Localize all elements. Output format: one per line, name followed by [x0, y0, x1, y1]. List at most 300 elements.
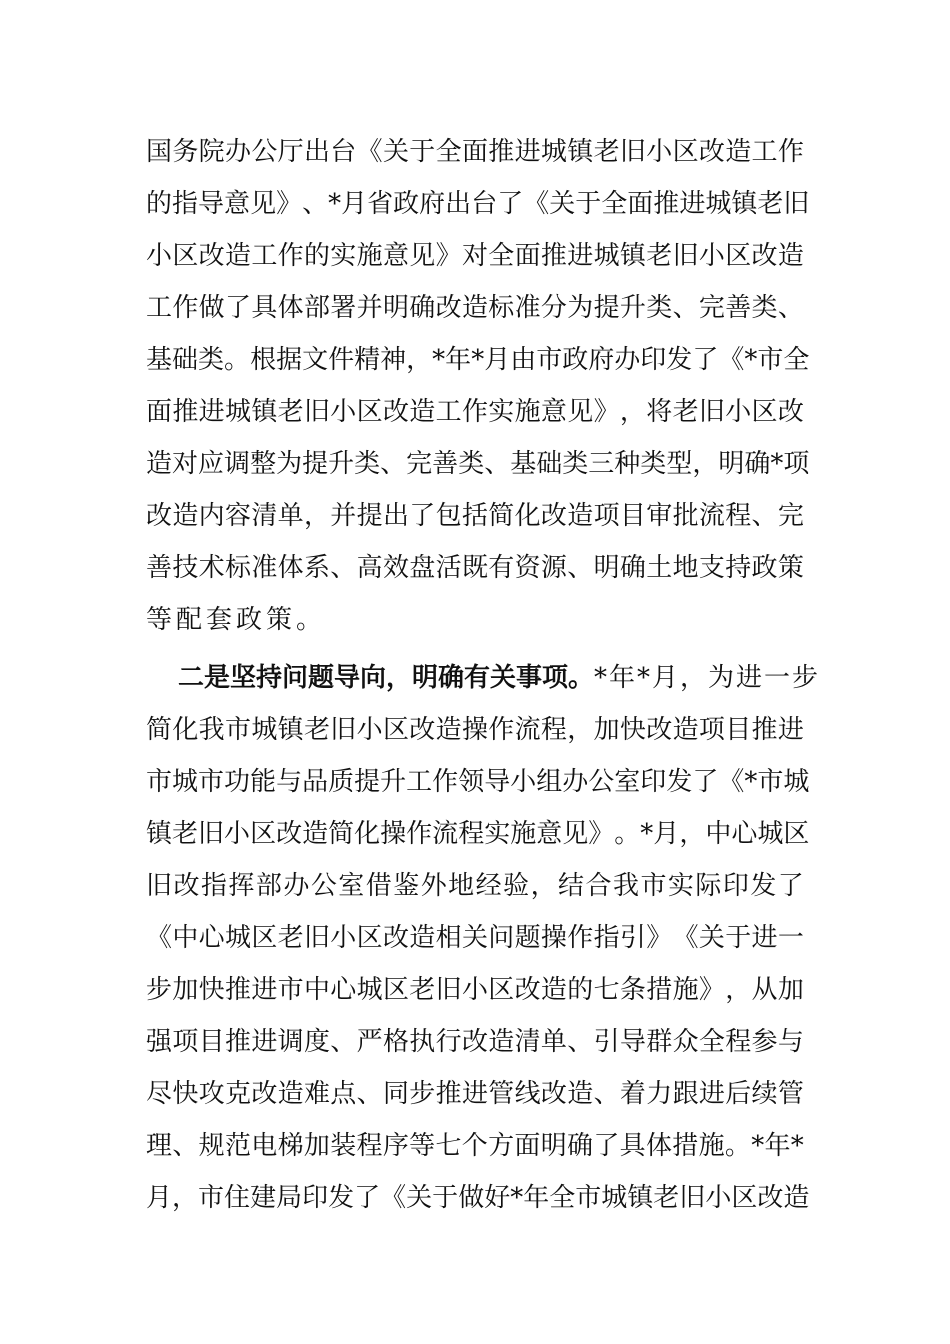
text-char: 推: [751, 715, 778, 745]
text-char: 、: [302, 189, 329, 219]
text-char: 活: [435, 553, 462, 583]
text-char: 施: [672, 975, 699, 1005]
text-char: 年: [445, 345, 472, 375]
text-char: 工: [435, 397, 462, 427]
text-char: *: [510, 1183, 524, 1213]
text-char: 简: [146, 715, 173, 745]
text-char: 清: [251, 501, 278, 531]
text-char: 城: [356, 975, 383, 1005]
text-char: 引: [619, 923, 646, 953]
text-char: 改: [409, 715, 436, 745]
text-char: 关: [698, 923, 725, 953]
text-char: 我: [612, 871, 639, 901]
text-char: 支: [698, 553, 725, 583]
text-char: 老: [593, 137, 620, 167]
text-char: 、: [751, 501, 778, 531]
text-char: 发: [666, 345, 693, 375]
text-char: 际: [695, 871, 722, 901]
text-char: 市: [146, 767, 173, 797]
text-char: 个: [461, 1131, 488, 1161]
text-char: 善: [725, 293, 752, 323]
text-char: 造: [672, 715, 699, 745]
text-char: 见: [562, 819, 589, 849]
text-char: 台: [471, 189, 498, 219]
text-char: 明: [540, 1131, 567, 1161]
text-char: 对: [172, 449, 199, 479]
text-char: 区: [488, 975, 515, 1005]
text-char: 、: [777, 293, 804, 323]
text-char: 标: [224, 553, 251, 583]
text-char: 类: [562, 449, 589, 479]
text-char: *: [328, 189, 342, 219]
text-char: 老: [757, 189, 784, 219]
paragraph-1-line: [146, 134, 804, 170]
text-char: 种: [614, 449, 641, 479]
text-char: 括: [461, 501, 488, 531]
text-char: 、: [567, 1027, 594, 1057]
text-char: 我: [198, 715, 225, 745]
text-char: 镇: [627, 1183, 654, 1213]
text-char: 市: [224, 715, 251, 745]
text-char: 为: [567, 293, 594, 323]
text-char: 一: [777, 923, 804, 953]
text-char: 》: [435, 241, 462, 271]
text-char: 市: [575, 1183, 602, 1213]
text-char: 了: [354, 1183, 381, 1213]
text-char: 导: [198, 189, 225, 219]
text-char: 础: [536, 449, 563, 479]
text-char: 》: [276, 189, 303, 219]
text-char: 室: [614, 767, 641, 797]
text-char: 攻: [198, 1079, 225, 1109]
text-char: 造: [224, 241, 251, 271]
text-char: 分: [540, 293, 567, 323]
text-char: 度: [303, 1027, 330, 1057]
text-char: 旧: [303, 397, 330, 427]
text-char: 造: [540, 975, 567, 1005]
text-char: 群: [646, 1027, 673, 1057]
text-char: 快: [619, 715, 646, 745]
paragraph-2-first-line: [178, 660, 821, 696]
text-char: 施: [510, 819, 537, 849]
text-char: 推: [172, 397, 199, 427]
text-char: 市: [536, 345, 563, 375]
text-char: 于: [575, 189, 602, 219]
text-char: 印: [722, 871, 749, 901]
text-char: 小: [698, 241, 725, 271]
text-char: 众: [672, 1027, 699, 1057]
text-char: 确: [619, 553, 646, 583]
text-char: 意: [382, 241, 409, 271]
text-char: 做: [198, 293, 225, 323]
text-char: 体: [645, 1131, 672, 1161]
text-char: 印: [640, 345, 667, 375]
text-char: 市: [198, 767, 225, 797]
text-char: 旧: [783, 189, 810, 219]
text-char: 造: [146, 449, 173, 479]
text-char: 改: [146, 501, 173, 531]
text-char: 旧: [672, 241, 699, 271]
text-char: 老: [277, 923, 304, 953]
text-char: 指: [172, 189, 199, 219]
text-char: 于: [409, 137, 436, 167]
text-char: 项: [593, 501, 620, 531]
text-char: 月: [341, 189, 368, 219]
text-char: 流: [698, 501, 725, 531]
text-char: 市: [277, 975, 304, 1005]
text-char: 老: [653, 1183, 680, 1213]
text-char: 做: [458, 1183, 485, 1213]
text-char: 完: [406, 449, 433, 479]
text-char: 推: [540, 241, 567, 271]
text-char: 城: [540, 137, 567, 167]
text-char: 提: [354, 767, 381, 797]
text-char: 程: [725, 501, 752, 531]
text-char: 推: [224, 975, 251, 1005]
text-char: 难: [303, 1079, 330, 1109]
text-char: 与: [276, 767, 303, 797]
text-char: 方: [488, 1131, 515, 1161]
text-char: 造: [302, 819, 329, 849]
text-char: 类: [354, 449, 381, 479]
text-char: 》: [698, 975, 725, 1005]
text-char: 项: [783, 449, 810, 479]
paragraph-2-heading: 二是坚持问题导向，明确有关事项。: [178, 663, 595, 693]
text-char: 推: [435, 1079, 462, 1109]
text-char: 、: [172, 1131, 199, 1161]
text-char: 老: [172, 819, 199, 849]
text-char: 问: [488, 923, 515, 953]
paragraph-1-line: [146, 394, 804, 430]
text-char: 序: [382, 1131, 409, 1161]
paragraph-1-line: [146, 290, 804, 326]
text-char: 城: [224, 397, 251, 427]
text-char: 《: [380, 1183, 407, 1213]
text-char: *: [744, 767, 758, 797]
text-char: 简: [488, 501, 515, 531]
text-char: 部: [255, 871, 282, 901]
text-char: 格: [382, 1027, 409, 1057]
text-char: 快: [198, 975, 225, 1005]
text-char: 区: [382, 975, 409, 1005]
text-char: 小: [461, 975, 488, 1005]
text-char: 作: [488, 715, 515, 745]
text-char: 管: [488, 1079, 515, 1109]
text-char: 类: [751, 293, 778, 323]
text-char: 了: [224, 293, 251, 323]
text-char: 旧: [198, 819, 225, 849]
text-char: 类: [646, 293, 673, 323]
text-char: 造: [461, 293, 488, 323]
text-char: 发: [328, 1183, 355, 1213]
text-char: *: [770, 449, 784, 479]
text-char: 完: [698, 293, 725, 323]
text-char: 确: [409, 293, 436, 323]
text-char: 跟: [672, 1079, 699, 1109]
text-char: 小: [356, 715, 383, 745]
text-char: 确: [567, 1131, 594, 1161]
text-char: 府: [419, 189, 446, 219]
text-char: 作: [406, 819, 433, 849]
text-char: 的: [567, 975, 594, 1005]
text-char: 精: [354, 345, 381, 375]
text-char: *: [790, 1131, 804, 1161]
text-char: 改: [540, 501, 567, 531]
text-char: 关: [461, 923, 488, 953]
text-char: 公: [251, 137, 278, 167]
text-char: 包: [435, 501, 462, 531]
text-char: 见: [409, 241, 436, 271]
text-char: 措: [646, 975, 673, 1005]
text-char: 、: [672, 293, 699, 323]
text-char: 中: [303, 975, 330, 1005]
text-char: 导: [619, 1027, 646, 1057]
text-char: 技: [172, 553, 199, 583]
text-char: 术: [198, 553, 225, 583]
text-char: 审: [646, 501, 673, 531]
text-char: 改: [251, 1079, 278, 1109]
text-char: 小: [330, 923, 357, 953]
text-char: 小: [224, 819, 251, 849]
text-char: 造: [435, 715, 462, 745]
text-char: 品: [302, 767, 329, 797]
text-char: 七: [435, 1131, 462, 1161]
paragraph-1-line: [146, 186, 810, 222]
text-char: 政: [562, 345, 589, 375]
text-char: 住: [224, 1183, 251, 1213]
text-char: 将: [646, 397, 673, 427]
text-char: 升: [328, 449, 355, 479]
text-char: 面: [627, 189, 654, 219]
text-char: ，: [406, 345, 433, 375]
text-char: 等: [409, 1131, 436, 1161]
text-char: 目: [619, 501, 646, 531]
text-char: 市: [198, 1183, 225, 1213]
text-char: 并: [330, 501, 357, 531]
text-char: 见: [250, 189, 277, 219]
text-char: 出: [382, 501, 409, 531]
text-char: 》: [588, 819, 615, 849]
text-char: 老: [646, 241, 673, 271]
text-char: 》: [593, 397, 620, 427]
text-char: *: [751, 1131, 765, 1161]
paragraph-2-line: [146, 816, 810, 852]
text-char: 善: [146, 553, 173, 583]
text-char: 类: [458, 449, 485, 479]
text-char: 旧: [330, 715, 357, 745]
text-char: 镇: [731, 189, 758, 219]
paragraph-1-last-line: 等配套政策。: [146, 605, 327, 635]
text-char: 办: [614, 345, 641, 375]
text-char: 了: [777, 871, 804, 901]
text-char: 《: [523, 189, 550, 219]
text-char: 政: [393, 189, 420, 219]
text-char: 改: [757, 1183, 784, 1213]
text-char: 院: [198, 137, 225, 167]
text-char: 推: [488, 137, 515, 167]
text-char: 功: [224, 767, 251, 797]
text-char: 台: [330, 137, 357, 167]
text-char: 调: [277, 1027, 304, 1057]
text-char: 局: [276, 1183, 303, 1213]
text-char: 城: [224, 923, 251, 953]
text-char: 工: [751, 137, 778, 167]
text-char: 造: [567, 501, 594, 531]
text-char: 条: [619, 975, 646, 1005]
text-char: 小: [646, 137, 673, 167]
text-char: 引: [593, 1027, 620, 1057]
text-char: 《: [672, 923, 699, 953]
text-char: 印: [302, 1183, 329, 1213]
text-char: 、: [330, 553, 357, 583]
text-char: 区: [751, 397, 778, 427]
text-char: 并: [356, 293, 383, 323]
text-char: 国: [146, 137, 173, 167]
text-char: 办: [283, 871, 310, 901]
text-char: 旧: [619, 137, 646, 167]
text-char: 小: [510, 767, 537, 797]
text-char: 改: [382, 923, 409, 953]
text-char: ，: [619, 397, 646, 427]
text-char: 出: [445, 189, 472, 219]
text-char: 经: [475, 871, 502, 901]
text-char: 化: [354, 819, 381, 849]
text-char: 升: [619, 293, 646, 323]
text-char: 了: [497, 189, 524, 219]
text-char: 容: [224, 501, 251, 531]
text-char: 领: [458, 767, 485, 797]
text-char: 造: [777, 241, 804, 271]
text-char: 造: [172, 501, 199, 531]
text-char: 步: [146, 975, 173, 1005]
text-char: 关: [406, 1183, 433, 1213]
text-char: 工: [146, 293, 173, 323]
text-char: 发: [750, 871, 777, 901]
text-char: 工: [251, 241, 278, 271]
text-char: 面: [514, 241, 541, 271]
text-char: 区: [725, 241, 752, 271]
text-char: 点: [330, 1079, 357, 1109]
text-char: 老: [303, 715, 330, 745]
text-char: 程: [725, 1027, 752, 1057]
text-char: ，: [692, 449, 719, 479]
text-char: 类: [640, 449, 667, 479]
text-char: 市: [640, 871, 667, 901]
text-char: 区: [731, 1183, 758, 1213]
text-char: 资: [514, 553, 541, 583]
paragraph-2-line: [146, 1024, 804, 1060]
text-char: 推: [653, 189, 680, 219]
text-char: 应: [198, 449, 225, 479]
text-char: 参: [751, 1027, 778, 1057]
text-char: 改: [646, 715, 673, 745]
text-char: 《: [718, 345, 745, 375]
text-char: 进: [461, 1079, 488, 1109]
text-char: 》: [646, 923, 673, 953]
text-char: 省: [367, 189, 394, 219]
text-char: 作: [567, 923, 594, 953]
text-char: 印: [640, 767, 667, 797]
text-char: 根: [250, 345, 277, 375]
text-char: 《: [718, 767, 745, 797]
text-char: 改: [276, 819, 303, 849]
text-char: 区: [356, 923, 383, 953]
paragraph-2-line: [146, 1128, 804, 1164]
text-char: 于: [432, 1183, 459, 1213]
text-char: 城: [593, 241, 620, 271]
text-char: 造: [277, 1079, 304, 1109]
text-char: 续: [751, 1079, 778, 1109]
text-char: 化: [172, 715, 199, 745]
text-char: 城: [705, 189, 732, 219]
text-char: 单: [277, 501, 304, 531]
text-char: 区: [250, 819, 277, 849]
paragraph-2-line: [146, 712, 804, 748]
text-char: 型: [666, 449, 693, 479]
text-char: 力: [646, 1079, 673, 1109]
text-char: 准: [514, 293, 541, 323]
text-char: 心: [198, 923, 225, 953]
text-char: 施: [356, 241, 383, 271]
text-char: 从: [751, 975, 778, 1005]
paragraph-2-line: [146, 764, 810, 800]
text-char: 程: [458, 819, 485, 849]
text-char: 流: [514, 715, 541, 745]
text-char: 体: [277, 293, 304, 323]
text-char: 全: [698, 1027, 725, 1057]
paragraph-2-line: [146, 920, 804, 956]
text-char: ，: [567, 715, 594, 745]
text-char: 公: [310, 871, 337, 901]
text-char: 调: [224, 449, 251, 479]
text-char: 改: [435, 293, 462, 323]
text-char: 改: [514, 975, 541, 1005]
text-char: 流: [432, 819, 459, 849]
text-char: 标: [488, 293, 515, 323]
text-char: 全: [783, 345, 810, 375]
text-char: 室: [338, 871, 365, 901]
text-char: 同: [382, 1079, 409, 1109]
text-char: 盘: [409, 553, 436, 583]
text-char: 严: [356, 1027, 383, 1057]
text-char: 建: [250, 1183, 277, 1213]
text-char: 府: [588, 345, 615, 375]
text-char: 理: [146, 1131, 173, 1161]
text-char: 相: [435, 923, 462, 953]
text-char: 电: [251, 1131, 278, 1161]
text-char: 进: [698, 1079, 725, 1109]
text-char: 于: [725, 923, 752, 953]
text-char: 源: [540, 553, 567, 583]
text-char: 好: [484, 1183, 511, 1213]
text-char: 、: [593, 1079, 620, 1109]
text-char: 鉴: [393, 871, 420, 901]
text-char: 老: [277, 397, 304, 427]
text-char: 心: [330, 975, 357, 1005]
text-char: 效: [382, 553, 409, 583]
text-char: 程: [356, 1131, 383, 1161]
text-char: 公: [588, 767, 615, 797]
text-char: 目: [198, 1027, 225, 1057]
text-char: 执: [409, 1027, 436, 1057]
text-char: 见: [567, 397, 594, 427]
text-char: 月: [146, 1183, 173, 1213]
text-char: 文: [302, 345, 329, 375]
text-char: 政: [751, 553, 778, 583]
text-char: 面: [461, 137, 488, 167]
text-char: 尽: [146, 1079, 173, 1109]
text-char: 地: [672, 553, 699, 583]
